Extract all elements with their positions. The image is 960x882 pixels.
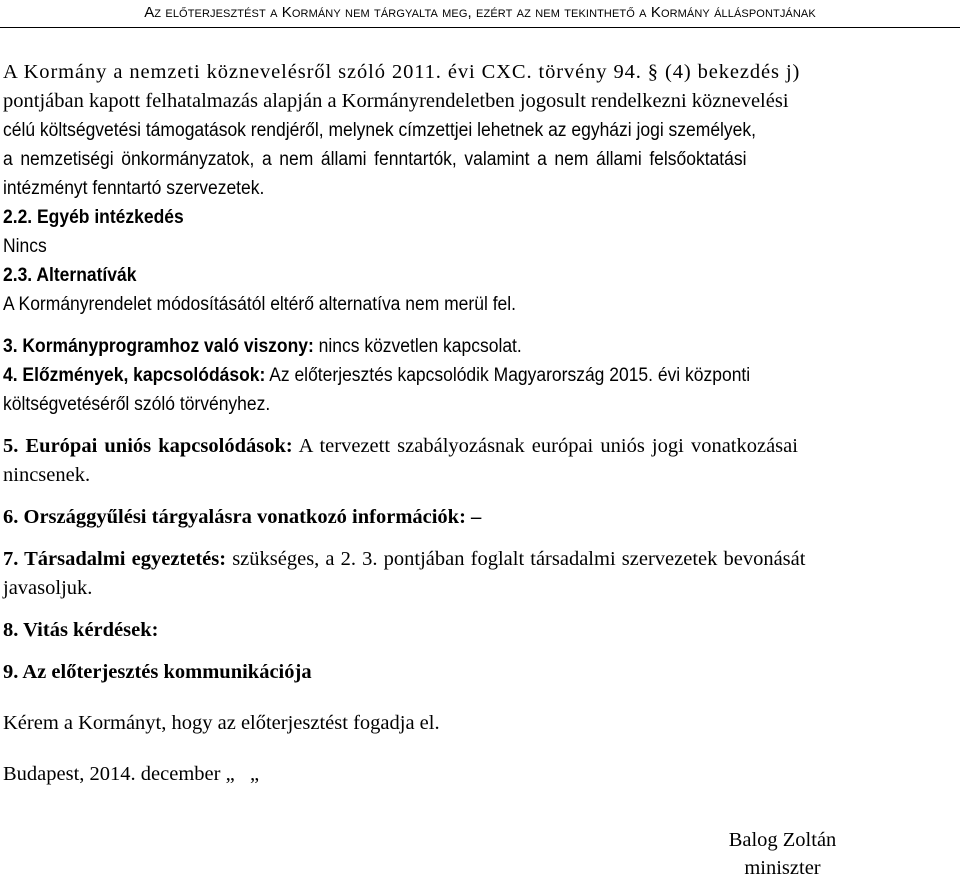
section-3: 3. Kormányprogramhoz való viszony: nincs közvetlen kapcsolat. [3,336,522,357]
intro-line-3: célú költségvetési támogatások rendjéről, melynek címzettjei lehetnek az egyházi jogi személyek, [3,120,756,141]
header-rule [0,27,960,28]
section-4-line-1: 4. Előzmények, kapcsolódások: Az előterjesztés kapcsolódik Magyarország 2015. évi központi [3,365,751,386]
section-2-3-text: A Kormányrendelet módosításától eltérő alternatíva nem merül fel. [3,294,517,315]
section-2-2-text: Nincs [3,236,47,257]
section-9: 9. Az előterjesztés kommunikációja [3,661,312,683]
document-body [3,58,958,789]
signatory-name: Balog Zoltán [728,829,837,851]
signatory-title: miniszter [744,857,821,879]
signature-block [690,826,875,882]
intro-line-5: intézményt fenntartó szervezetek. [3,178,265,199]
section-6: 6. Országgyűlési tárgyalásra vonatkozó információk: – [3,506,482,528]
section-2-3-heading: 2.3. Alternatívák [3,265,137,286]
intro-line-2: pontjában kapott felhatalmazás alapján a Kormányrendeletben jogosult rendelkezni köznevelési [3,90,789,112]
section-8: 8. Vitás kérdések: [3,619,159,641]
section-7-line-1: 7. Társadalmi egyeztetés: szükséges, a 2. 3. pontjában foglalt társadalmi szervezetek bevonását [3,548,806,570]
section-5-line-1: 5. Európai uniós kapcsolódások: A tervezett szabályozásnak európai uniós jogi vonatkozásai [3,435,798,457]
intro-line-4: a nemzetiségi önkormányzatok, a nem állami fenntartók, valamint a nem állami felsőoktatási [3,149,747,170]
section-2-2-heading: 2.2. Egyéb intézkedés [3,207,184,228]
intro-line-1: A Kormány a nemzeti köznevelésről szóló 2011. évi CXC. törvény 94. § (4) bekezdés j) [3,61,801,83]
section-5-line-2: nincsenek. [3,464,91,486]
place-date: Budapest, 2014. december „ „ [3,763,260,785]
section-7-line-2: javasoljuk. [3,577,93,599]
section-4-line-2: költségvetéséről szóló törvényhez. [3,394,271,415]
request-text: Kérem a Kormányt, hogy az előterjesztést fogadja el. [3,712,440,734]
page-header: Az előterjesztést a Kormány nem tárgyalta meg, ezért az nem tekinthető a Kormány álláspontjának [144,4,816,21]
